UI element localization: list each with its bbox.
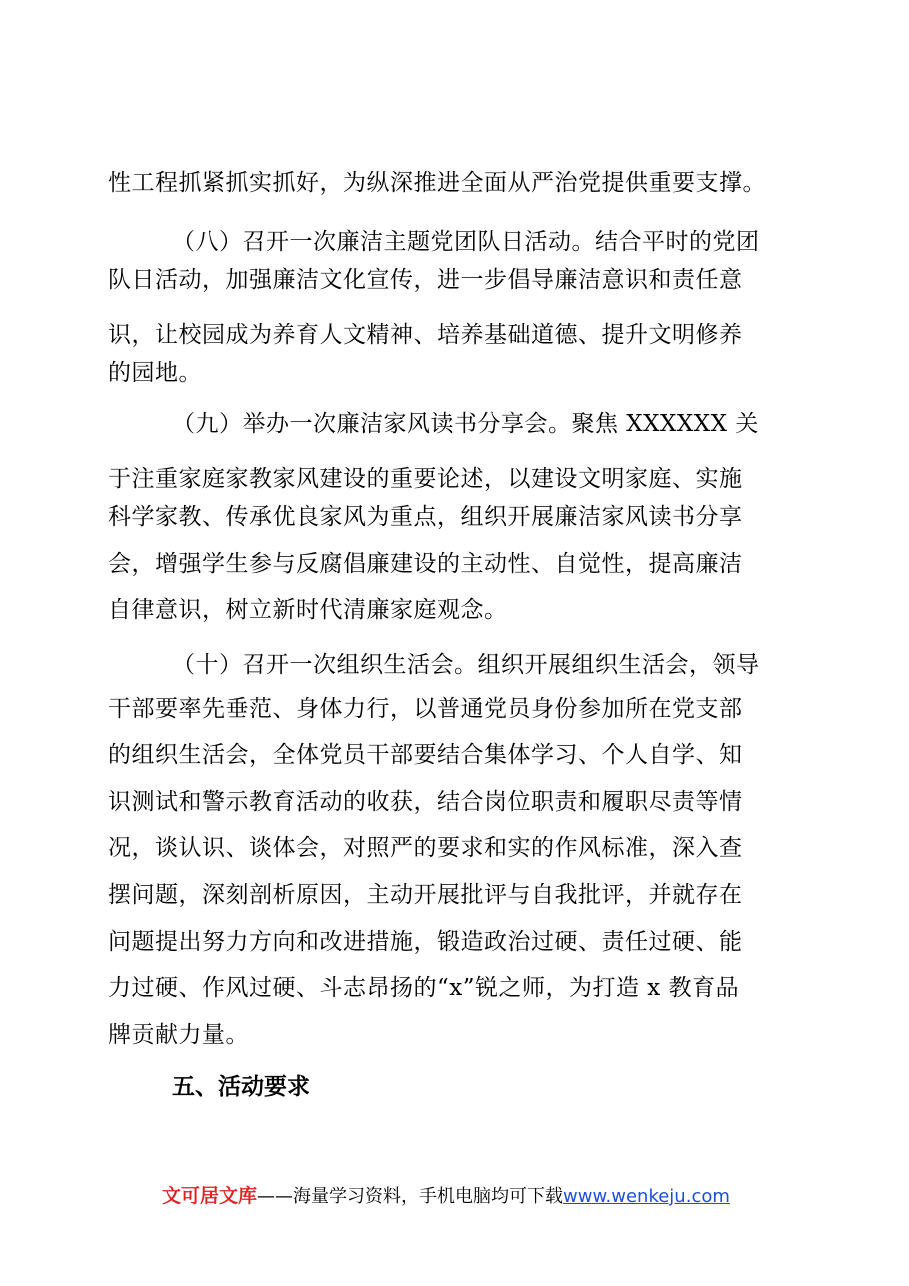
body-line: 的组织生活会，全体党员干部要结合集体学习、个人自学、知	[108, 742, 743, 768]
body-line: 问题提出努力方向和改进措施，锻造政治过硬、责任过硬、能	[108, 929, 743, 955]
body-line: 于注重家庭家教家风建设的重要论述，以建设文明家庭、实施	[108, 466, 743, 492]
footer-tagline: ——海量学习资料，手机电脑均可下载	[257, 1186, 564, 1207]
section-heading: 五、活动要求	[172, 1074, 310, 1100]
body-line: 自律意识，树立新时代清廉家庭观念。	[108, 597, 508, 623]
body-line: 力过硬、作风过硬、斗志昂扬的“x”锐之师，为打造 x 教育品	[108, 975, 740, 1001]
body-line: （十）召开一次组织生活会。组织开展组织生活会，领导	[172, 652, 760, 678]
body-line: 摆问题，深刻剖析原因，主动开展批评与自我批评，并就存在	[108, 882, 743, 908]
body-line: 的园地。	[108, 360, 202, 386]
body-line: （九）举办一次廉洁家风读书分享会。聚焦 XXXXXX 关	[172, 411, 759, 437]
body-line: 科学家教、传承优良家风为重点，组织开展廉洁家风读书分享	[108, 504, 743, 530]
footer-brand: 文可居文库	[162, 1185, 258, 1207]
body-line: 识，让校园成为养育人文精神、培养基础道德、提升文明修养	[108, 322, 743, 348]
footer-url-link[interactable]: www.wenkeju.com	[563, 1186, 730, 1207]
footer-banner	[162, 1182, 730, 1211]
body-line: 会，增强学生参与反腐倡廉建设的主动性、自觉性，提高廉洁	[108, 551, 743, 577]
body-line: 性工程抓紧抓实抓好，为纵深推进全面从严治党提供重要支撑。	[108, 170, 766, 196]
body-line: 牌贡献力量。	[108, 1022, 249, 1048]
body-line: 识测试和警示教育活动的收获，结合岗位职责和履职尽责等情	[108, 789, 743, 815]
body-line: 况，谈认识、谈体会，对照严的要求和实的作风标准，深入查	[108, 835, 743, 861]
body-line: （八）召开一次廉洁主题党团队日活动。结合平时的党团	[172, 229, 760, 255]
body-line: 队日活动，加强廉洁文化宣传，进一步倡导廉洁意识和责任意	[108, 267, 743, 293]
body-line: 干部要率先垂范、身体力行，以普通党员身份参加所在党支部	[108, 696, 743, 722]
